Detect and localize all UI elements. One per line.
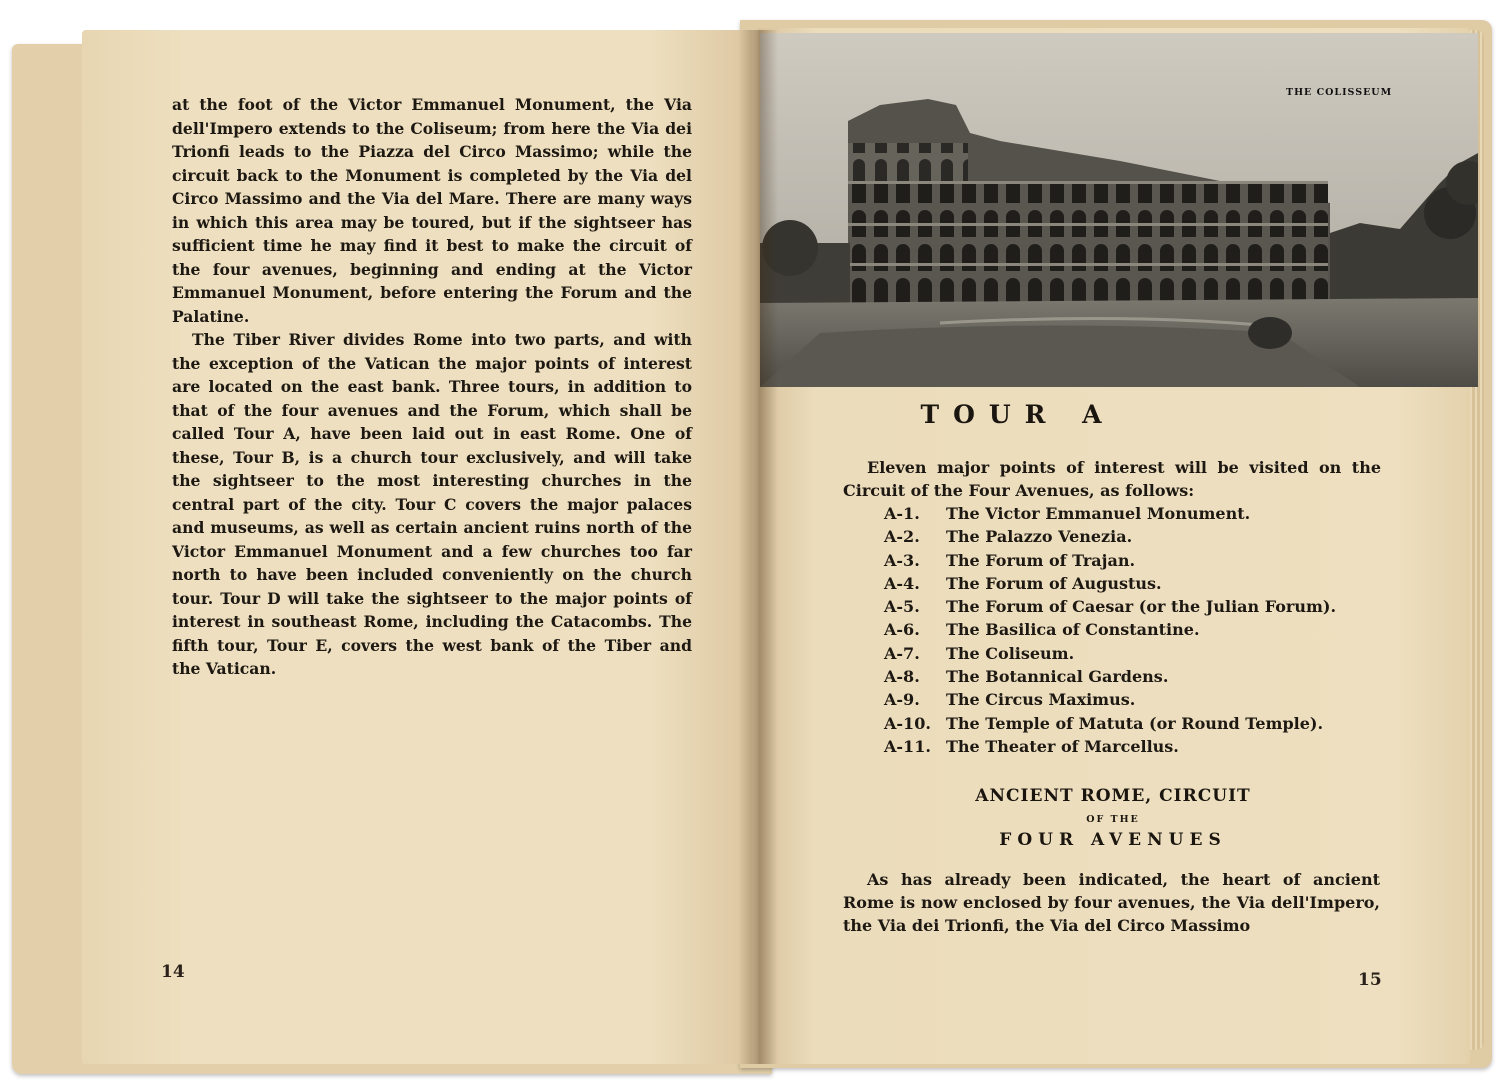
point-code: A-8.: [884, 667, 920, 687]
point-code: A-10.: [884, 713, 931, 733]
point-code: A-1.: [884, 504, 920, 523]
point-name: The Forum of Augustus.: [946, 573, 1162, 593]
point-code: A-4.: [884, 573, 920, 593]
list-item: [884, 712, 1404, 735]
left-paragraph-1: at the foot of the Victor Emmanuel Monument, the Via dell'Impero extends to the Coliseum; from here the Via dei Trionfi leads to the Piazza del Circo Massimo; while the circuit back to the Monument is completed by the Via del Circo Massimo and the Via del Mare. There are many ways in which this area may be toured, but if the sightseer has sufficient time he may find it best to make the circuit of the four avenues, beginning and ending at the Victor Emmanuel Monument, before entering the Forum and the Palatine.: [172, 95, 692, 326]
list-item: [884, 665, 1404, 688]
tour-intro: [843, 456, 1381, 502]
list-item: [884, 735, 1404, 758]
point-name: The Basilica of Constantine.: [946, 620, 1200, 640]
point-code: A-7.: [884, 643, 920, 663]
tour-title: TOUR A: [920, 400, 1116, 429]
list-item: [884, 595, 1404, 618]
point-name: The Temple of Matuta (or Round Temple).: [946, 713, 1324, 733]
point-name: The Theater of Marcellus.: [946, 736, 1179, 756]
list-item: [884, 525, 1404, 548]
left-page-body: [172, 93, 692, 681]
point-name: The Forum of Trajan.: [946, 550, 1136, 570]
page-number-left: 14: [161, 962, 185, 982]
left-paragraph-2: The Tiber River divides Rome into two parts, and with the exception of the Vatican the major points of interest are located on the east bank. Three tours, in addition to that of the four avenues and the Forum, which shall be called Tour A, have been laid out in east Rome. One of these, Tour B, is a church tour exclusively, and will take the sightseer to the most interesting churches in the central part of the city. Tour C covers the major palaces and museums, as well as certain ancient ruins north of the Victor Emmanuel Monument and a few churches too far north to have been included conveniently on the church tour. Tour D will take the sightseer to the major points of interest in southeast Rome, including the Catacombs. The fifth tour, Tour E, covers the west bank of the Tiber and the Vatican.: [172, 330, 692, 678]
point-code: A-9.: [884, 690, 920, 710]
section-heading-of: OF THE: [1086, 814, 1140, 825]
point-name: The Palazzo Venezia.: [946, 527, 1133, 547]
point-name: The Circus Maximus.: [946, 690, 1136, 710]
point-code: A-11.: [884, 736, 931, 756]
point-code: A-3.: [884, 550, 920, 570]
points-of-interest-list: [884, 502, 1404, 758]
tour-intro-text: Eleven major points of interest will be visited on the Circuit of the Four Avenues, as follows:: [843, 458, 1381, 500]
list-item: [884, 502, 1404, 525]
closing-text: As has already been indicated, the heart of ancient Rome is now enclosed by four avenues, the Via dell'Impero, the Via dei Trionfi, the Via del Circo Massimo: [843, 870, 1380, 935]
list-item: [884, 688, 1404, 711]
closing-paragraph: [843, 868, 1380, 937]
section-heading: ANCIENT ROME, CIRCUIT: [975, 786, 1251, 806]
page-number-right: 15: [1358, 970, 1382, 990]
section-heading-line2: FOUR AVENUES: [999, 830, 1227, 850]
point-name: The Coliseum.: [946, 643, 1075, 663]
list-item: [884, 549, 1404, 572]
point-code: A-5.: [884, 597, 920, 617]
point-code: A-2.: [884, 527, 920, 547]
photo-caption: THE COLISSEUM: [1286, 87, 1393, 98]
list-item: [884, 618, 1404, 641]
point-name: The Victor Emmanuel Monument.: [946, 504, 1251, 523]
point-name: The Botannical Gardens.: [946, 667, 1169, 687]
point-code: A-6.: [884, 620, 920, 640]
point-name: The Forum of Caesar (or the Julian Forum).: [946, 597, 1337, 617]
list-item: [884, 572, 1404, 595]
list-item: [884, 642, 1404, 665]
